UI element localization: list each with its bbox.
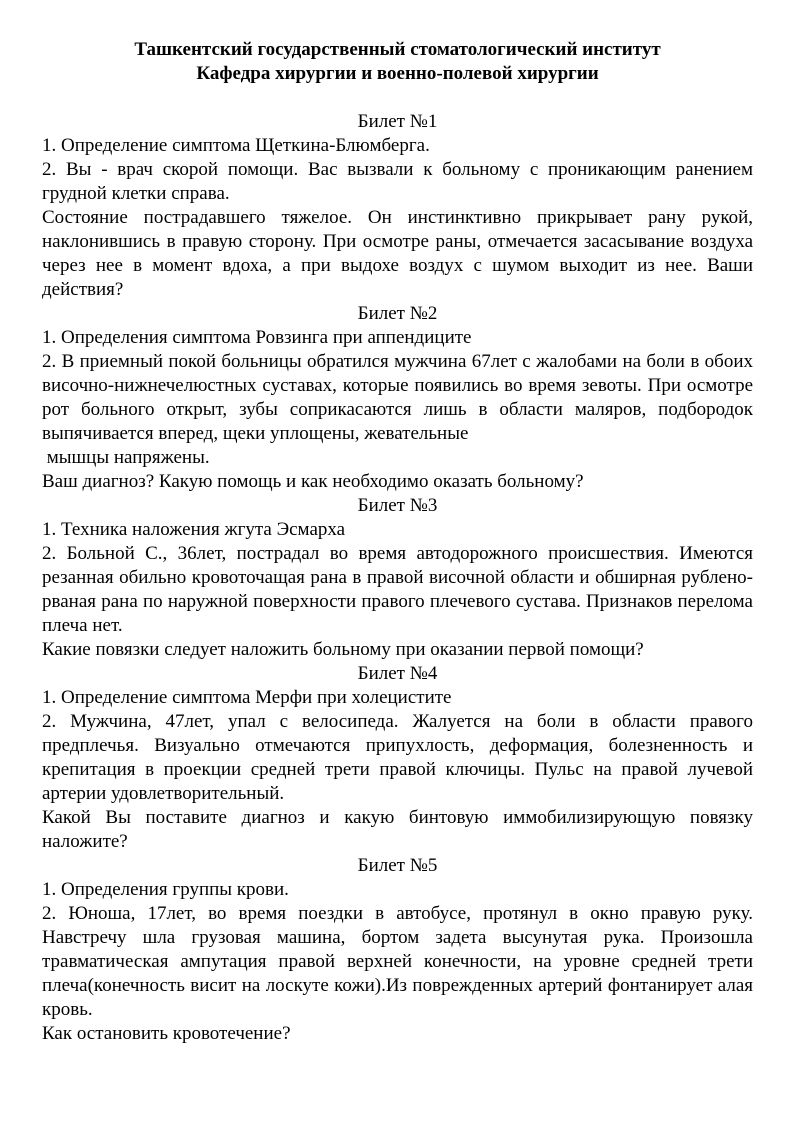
ticket-question-1: 1. Техника наложения жгута Эсмарха (42, 519, 346, 540)
department-title: Кафедра хирургии и военно-полевой хирургии (196, 63, 599, 84)
ticket-3 (42, 494, 753, 662)
ticket-question-1: 1. Определения симптома Ровзинга при аппендиците (42, 327, 472, 348)
ticket-question-2: 2. Юноша, 17лет, во время поездки в автобусе, протянул в окно правую руку. Навстречу шла грузовая машина, бортом задета высунутая рука. Произошла травматическая ампутация правой верхней конечности, на уровне средней трети плеча(конечность висит на лоскуте кожи).Из поврежденных артерий фонтанирует алая кровь. (42, 903, 753, 1020)
ticket-5 (42, 854, 753, 1046)
ticket-question-2: 2. В приемный покой больницы обратился мужчина 67лет с жалобами на боли в обоих височно-нижнечелюстных суставах, которые появились во время зевоты. При осмотре рот больного открыт, зубы соприкасаются лишь в области маляров, подбородок выпячивается вперед, щеки уплощены, жевательные (42, 351, 753, 444)
ticket-question-2-ask: Какой Вы поставите диагноз и какую бинтовую иммобилизирующую повязку наложите? (42, 807, 753, 852)
document-header (42, 38, 753, 86)
ticket-question-1: 1. Определения группы крови. (42, 879, 289, 900)
ticket-question-2: 2. Мужчина, 47лет, упал с велосипеда. Жалуется на боли в области правого предплечья. Визуально отмечаются припухлость, деформация, болезненность и крепитация в проекции средней трети правой ключицы. Пульс на правой лучевой артерии удовлетворительный. (42, 711, 753, 804)
ticket-question-2: 2. Вы - врач скорой помощи. Вас вызвали к больному с проникающим ранением грудной клетки справа. (42, 159, 753, 204)
ticket-question-2: 2. Больной С., 36лет, пострадал во время автодорожного происшествия. Имеются резанная обильно кровоточащая рана в правой височной области и обширная рублено-рваная рана по наружной поверхности правого плечевого сустава. Признаков перелома плеча нет. (42, 543, 753, 636)
ticket-title: Билет №2 (357, 303, 438, 324)
ticket-question-1: 1. Определение симптома Мерфи при холецистите (42, 687, 452, 708)
ticket-question-1: 1. Определение симптома Щеткина-Блюмберга. (42, 135, 430, 156)
ticket-question-2-ask: Какие повязки следует наложить больному при оказании первой помощи? (42, 639, 644, 660)
ticket-question-2-ask: Как остановить кровотечение? (42, 1023, 291, 1044)
ticket-2 (42, 302, 753, 494)
ticket-question-2-text: Состояние пострадавшего тяжелое. Он инстинктивно прикрывает рану рукой, наклонившись в правую сторону. При осмотре раны, отмечается засасывание воздуха через нее в момент вдоха, а при выдохе воздух с шумом выходит из нее. Ваши действия? (42, 207, 753, 300)
ticket-question-2-ask: Ваш диагноз? Какую помощь и как необходимо оказать больному? (42, 471, 584, 492)
institute-title: Ташкентский государственный стоматологический институт (134, 39, 661, 60)
ticket-title: Билет №1 (357, 111, 438, 132)
ticket-4 (42, 662, 753, 854)
ticket-title: Билет №4 (357, 663, 438, 684)
ticket-title: Билет №3 (357, 495, 438, 516)
ticket-title: Билет №5 (357, 855, 438, 876)
ticket-question-2-text: мышцы напряжены. (42, 447, 210, 468)
ticket-1 (42, 110, 753, 302)
